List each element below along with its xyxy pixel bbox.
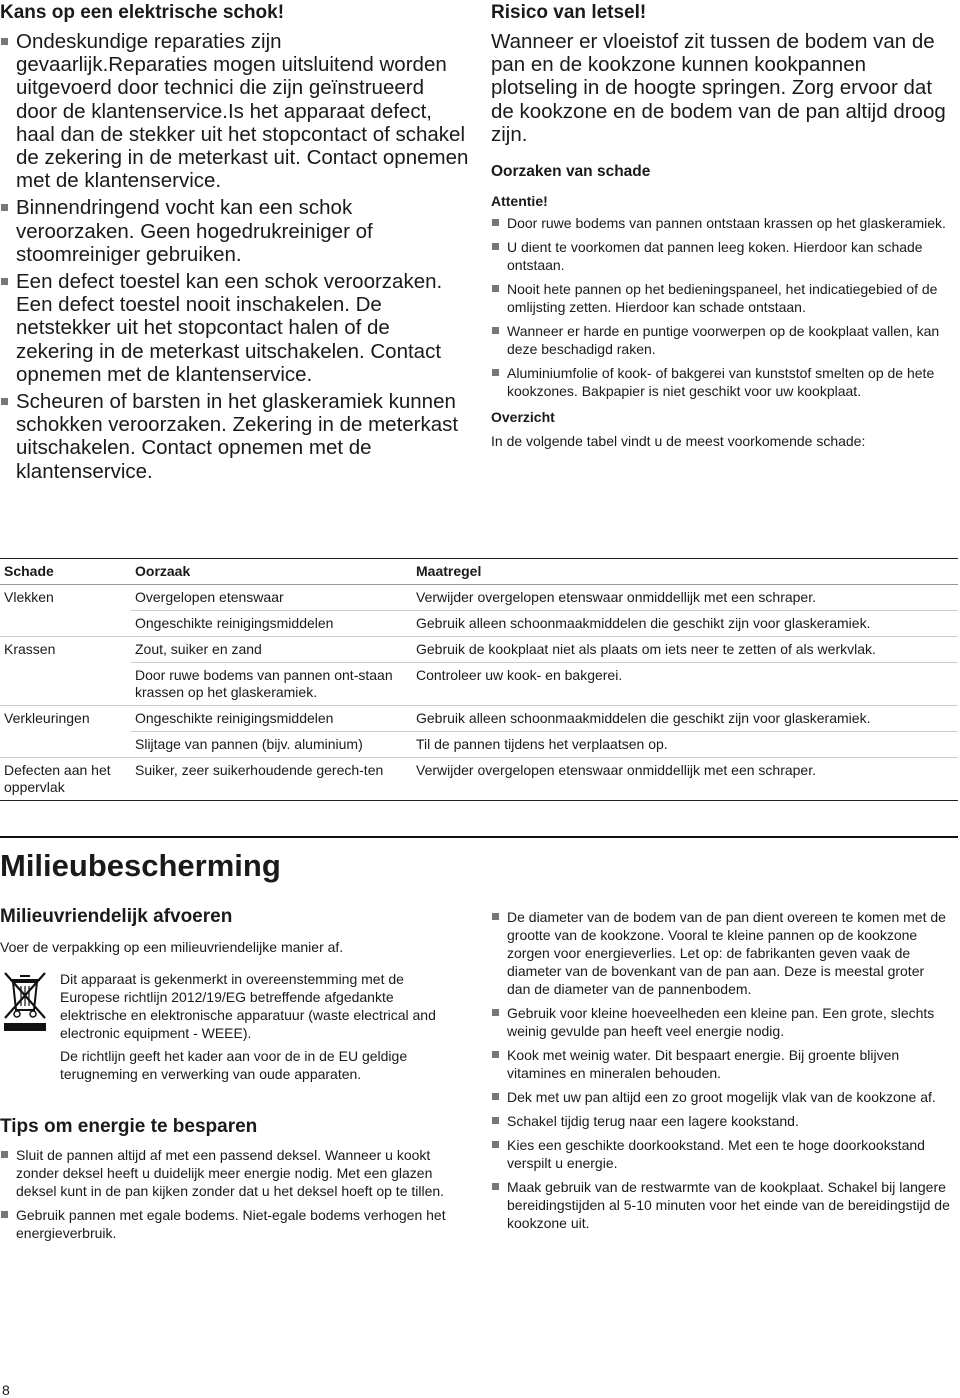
table-cell: Gebruik alleen schoonmaakmiddelen die geschikt zijn voor glaskeramiek. — [412, 611, 958, 637]
weee-directive-text: De richtlijn geeft het kader aan voor de in de EU geldige terugneming en verwerking van oude apparaten. — [60, 1048, 408, 1082]
injury-text: Wanneer er vloeistof zit tussen de bodem van de pan en de kookzone kunnen kookpannen plotseling in de hoogte springen. Zorg ervoor dat de kookzone en de bodem van de pan altijd droog zijn. — [491, 30, 946, 146]
table-cell: Krassen — [4, 641, 56, 657]
column-header: Maatregel — [412, 559, 958, 585]
table-cell: Vlekken — [4, 589, 54, 605]
list-item: Gebruik voor kleine hoeveelheden een kleine pan. Een grote, slechts weinig gevulde pan heeft veel energie nodig. — [491, 1004, 951, 1040]
table-cell: Controleer uw kook- en bakgerei. — [412, 663, 958, 706]
list-item: Kook met weinig water. Dit bespaart energie. Bij groente blijven vitamines en mineralen behouden. — [491, 1046, 951, 1082]
list-item: Sluit de pannen altijd af met een passend deksel. Wanneer u kookt zonder deksel heeft u duidelijk meer energie nodig. Met een glazen deksel kunt in de pan kijken zonder dat u het deksel hoeft op te tillen. — [0, 1146, 470, 1200]
section-divider — [0, 836, 958, 838]
injury-and-damage-section — [491, 2, 951, 450]
energy-tips-list-left — [0, 1146, 470, 1242]
list-item: De diameter van de bodem van de pan dient overeen te komen met de grootte van de kookzone. Vooral te kleine pannen op de kookzone zorgen voor energieverlies. Let op: de fabrikanten geven vaak de diameter van de bovenkant van de pan aan. Deze is meestal groter dan de diameter van de pannenbodem. — [491, 908, 951, 998]
environment-right-column — [491, 908, 951, 1238]
list-item: Ondeskundige reparaties zijn gevaarlijk.Reparaties mogen uitsluitend worden uitgevoerd door technici die zijn geïnstrueerd door de klantenservice.Is het apparaat defect, haal dan de stekker uit het stopcontact of schakel de zekering in de meterkast uit. Contact opnemen met de klantenservice. — [0, 30, 470, 192]
disposal-text: Voer de verpakking op een milieuvriendelijke manier af. — [0, 939, 344, 955]
table-row — [0, 758, 958, 801]
list-item: Binnendringend vocht kan een schok veroorzaken. Geen hogedrukreiniger of stoomreiniger gebruiken. — [0, 196, 470, 266]
table-header-row — [0, 559, 958, 585]
table-cell: Gebruik alleen schoonmaakmiddelen die geschikt zijn voor glaskeramiek. — [412, 706, 958, 732]
list-item: Wanneer er harde en puntige voorwerpen op de kookplaat vallen, kan deze beschadigd raken. — [491, 322, 951, 358]
overview-text: In de volgende tabel vindt u de meest voorkomende schade: — [491, 433, 866, 450]
table-cell: Door ruwe bodems van pannen ont-staan krassen op het glaskeramiek. — [131, 663, 412, 706]
list-item: U dient te voorkomen dat pannen leeg koken. Hierdoor kan schade ontstaan. — [491, 238, 951, 274]
injury-heading: Risico van letsel! — [491, 2, 647, 23]
table-row — [0, 611, 958, 637]
table-cell: Verkleuringen — [4, 710, 90, 726]
column-header: Schade — [0, 559, 131, 585]
damage-causes-title: Oorzaken van schade — [491, 163, 651, 181]
damage-table — [0, 558, 958, 801]
environment-left-column — [0, 906, 470, 1248]
list-item: Aluminiumfolie of kook- of bakgerei van kunststof smelten op de hete kookzones. Bakpapier is niet geschikt voor uw kookplaat. — [491, 364, 951, 400]
disposal-title: Milieuvriendelijk afvoeren — [0, 906, 233, 927]
table-cell: Ongeschikte reinigingsmiddelen — [131, 611, 412, 637]
table-row — [0, 637, 958, 663]
attention-label: Attentie! — [491, 193, 548, 210]
weee-text: Dit apparaat is gekenmerkt in overeenstemming met de Europese richtlijn 2012/19/EG betreffende afgedankte elektrische en elektronische apparatuur (waste electrical and electronic equipment - WEEE). — [60, 971, 436, 1041]
table-row — [0, 663, 958, 706]
list-item: Schakel tijdig terug naar een lagere kookstand. — [491, 1112, 951, 1130]
table-row — [0, 706, 958, 732]
table-cell: Defecten aan het oppervlak — [0, 758, 131, 801]
environment-title: Milieubescherming — [0, 848, 281, 883]
electric-shock-heading: Kans op een elektrische schok! — [0, 2, 285, 23]
overview-title: Overzicht — [491, 409, 555, 426]
table-row — [0, 585, 958, 611]
list-item: Een defect toestel kan een schok veroorzaken. Een defect toestel nooit inschakelen. De netstekker uit het stopcontact halen of de zekering in de meterkast uitschakelen. Contact opnemen met de klantenservice. — [0, 270, 470, 386]
table-cell: Overgelopen etenswaar — [131, 585, 412, 611]
table-cell: Slijtage van pannen (bijv. aluminium) — [131, 732, 412, 758]
list-item: Scheuren of barsten in het glaskeramiek kunnen schokken veroorzaken. Zekering in de meterkast uitschakelen. Contact opnemen met de klantenservice. — [0, 390, 470, 483]
energy-tips-list-right — [491, 908, 951, 1232]
table-row — [0, 732, 958, 758]
list-item: Nooit hete pannen op het bedieningspaneel, het indicatiegebied of de omlijsting zetten. Hierdoor kan schade ontstaan. — [491, 280, 951, 316]
electric-shock-list — [0, 30, 470, 483]
column-header: Oorzaak — [131, 559, 412, 585]
crossed-out-wheelie-bin-icon — [2, 970, 48, 1032]
table-cell: Verwijder overgelopen etenswaar onmiddellijk met een schraper. — [412, 585, 958, 611]
list-item: Kies een geschikte doorkookstand. Met een te hoge doorkookstand verspilt u energie. — [491, 1136, 951, 1172]
table-cell — [0, 732, 131, 758]
list-item: Door ruwe bodems van pannen ontstaan krassen op het glaskeramiek. — [491, 214, 951, 232]
energy-tips-title: Tips om energie te besparen — [0, 1116, 258, 1137]
list-item: Dek met uw pan altijd een zo groot mogelijk vlak van de kookzone af. — [491, 1088, 951, 1106]
safety-warning-section — [0, 2, 470, 487]
table-cell: Zout, suiker en zand — [131, 637, 412, 663]
table-cell: Verwijder overgelopen etenswaar onmiddellijk met een schraper. — [412, 758, 958, 801]
table-cell — [0, 663, 131, 706]
table-cell: Til de pannen tijdens het verplaatsen op. — [412, 732, 958, 758]
table-cell: Gebruik de kookplaat niet als plaats om iets neer te zetten of als werkvlak. — [412, 637, 958, 663]
table-cell — [0, 611, 131, 637]
list-item: Gebruik pannen met egale bodems. Niet-egale bodems verhogen het energieverbruik. — [0, 1206, 470, 1242]
table-cell: Suiker, zeer suikerhoudende gerech-ten — [131, 758, 412, 801]
damage-causes-list — [491, 214, 951, 400]
list-item: Maak gebruik van de restwarmte van de kookplaat. Schakel bij langere bereidingstijden al 5-10 minuten voor het einde van de bereidingstijd de kookzone uit. — [491, 1178, 951, 1232]
page-number: 8 — [2, 1382, 10, 1398]
table-cell: Ongeschikte reinigingsmiddelen — [131, 706, 412, 732]
